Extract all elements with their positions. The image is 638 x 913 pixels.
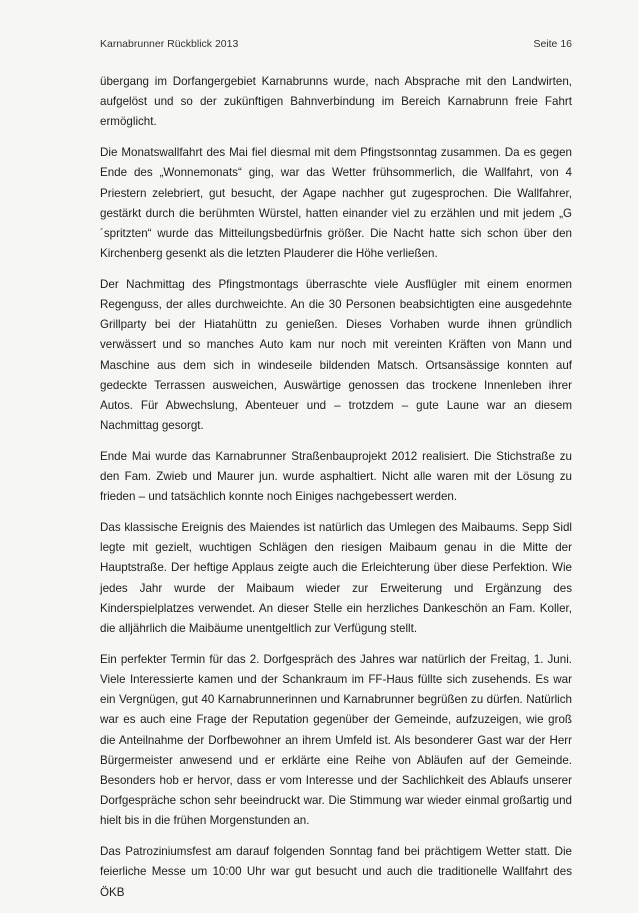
document-body	[100, 72, 572, 913]
paragraph-pilgrimage: Die Monatswallfahrt des Mai fiel diesmal mit dem Pfingstsonntag zusammen. Da es gegen Ende des „Wonnemonats“ ging, war das Wetter frühsommerlich, die Wallfahrt, von 4 Priestern zelebriert, gut besucht, der Agape nachher gut zugesprochen. Die Wallfahrer, gestärkt durch die berühmten Würstel, hatten einander viel zu erzählen und mit jedem „G´spritzten“ wurde das Mitteilungsbedürfnis größer. Die Nacht hatte sich schon über den Kirchenberg gesenkt als die letzten Plauderer die Höhe verließen.	[100, 146, 572, 261]
paragraph-village-talk: Ein perfekter Termin für das 2. Dorfgespräch des Jahres war natürlich der Freitag, 1. Juni. Viele Interessierte kamen und der Schankraum im FF-Haus füllte sich zusehends. Es war ein Vergnügen, gut 40 Karnabrunnerinnen und Karnabrunner begrüßen zu dürfen. Natürlich war es auch eine Frage der Reputation gegenüber der Gemeinde, aufzuzeigen, wie groß die Anteilnahme der Dorfbewohner an ihrem Umfeld ist. Als besonderer Gast war der Herr Bürgermeister anwesend und er erklärte eine Reihe von Abläufen auf der Gemeinde. Besonders hob er hervor, dass er vom Interesse und der Sachlichkeit des Ablaufs unserer Dorfgespräche schon sehr beeindruckt war. Die Stimmung war wieder einmal großartig und hielt bis in die frühen Morgenstunden an.	[100, 652, 572, 828]
paragraph-crossing: übergang im Dorfangergebiet Karnabrunns wurde, nach Absprache mit den Landwirten, aufgelöst und so der zukünftigen Bahnverbindung im Bereich Karnabrunn freie Fahrt ermöglicht.	[100, 75, 572, 129]
paragraph-maypole: Das klassische Ereignis des Maiendes ist natürlich das Umlegen des Maibaums. Sepp Sidl legte mit gezielt, wuchtigen Schlägen den riesigen Maibaum genau in die Mitte der Hauptstraße. Der heftige Applaus zeigte auch die Erleichterung über diese Perfektion. Wie jedes Jahr wurde der Maibaum wieder zur Erweiterung und Ergänzung des Kinderspielplatzes verwendet. An dieser Stelle ein herzliches Dankeschön an Fam. Koller, die alljährlich die Maibäume unentgeltlich zur Verfügung stellt.	[100, 521, 572, 636]
paragraph-whit-monday: Der Nachmittag des Pfingstmontags überraschte viele Ausflügler mit einem enormen Regenguss, der alles durchweichte. An die 30 Personen beabsichtigten eine ausgedehnte Grillparty bei der Hiatahüttn zu genießen. Dieses Vorhaben wurde ihnen gründlich verwässert und so manches Auto kam nur noch mit vereinten Kräften von Mann und Maschine aus dem sich in windeseile bildenden Matsch. Ortsansässige konnten auf gedeckte Terrassen ausweichen, Auswärtige genossen das trockene Innenleben ihrer Autos. Für Abwechslung, Abenteuer und – trotzdem – gute Laune war an diesem Nachmittag gesorgt.	[100, 277, 572, 433]
page-number: Seite 16	[533, 38, 572, 50]
paragraph-road-project: Ende Mai wurde das Karnabrunner Straßenbauprojekt 2012 realisiert. Die Stichstraße zu den Fam. Zwieb und Maurer jun. wurde asphaltiert. Nicht alle waren mit der Lösung zu frieden – und tatsächlich konnte noch Einiges nachgebessert werden.	[100, 449, 572, 504]
header-title: Karnabrunner Rückblick 2013	[100, 38, 239, 50]
paragraph-patronage-feast: Das Patroziniumsfest am darauf folgenden Sonntag fand bei prächtigem Wetter statt. Die feierliche Messe um 10:00 Uhr war gut besucht und auch die traditionelle Wallfahrt des ÖKB	[100, 845, 572, 899]
